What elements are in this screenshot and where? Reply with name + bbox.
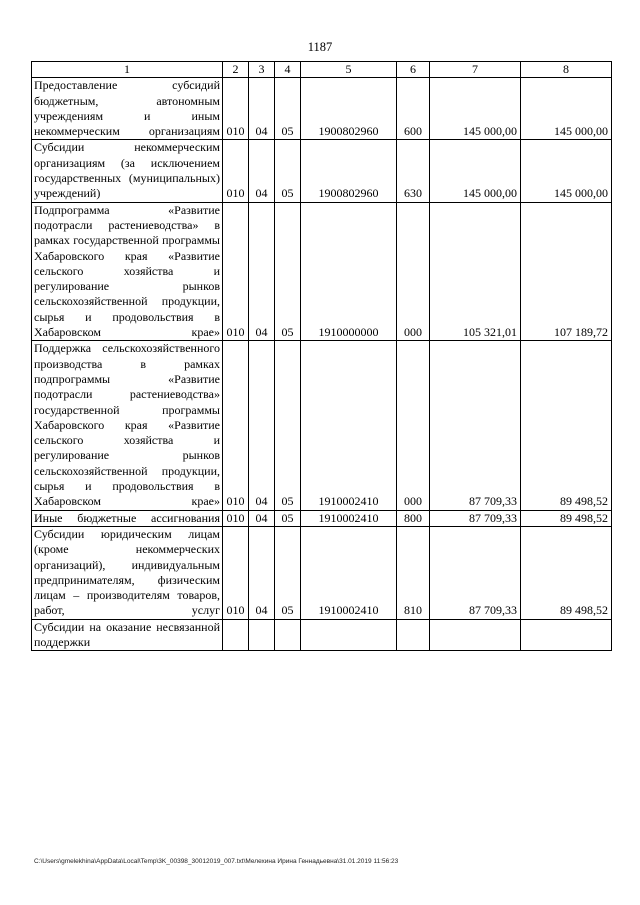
cell-section: 04 [249,510,275,526]
cell-expense-type: 000 [397,341,430,510]
cell-amount-year2: 89 498,52 [521,510,612,526]
cell-section: 04 [249,526,275,619]
cell-subsection: 05 [275,78,301,140]
header-row [32,62,612,78]
column-header: 1 [32,62,223,78]
cell-expense-type: 630 [397,140,430,202]
table-row [32,202,612,341]
cell-ministry-code: 010 [223,140,249,202]
table-row [32,341,612,510]
cell-subsection: 05 [275,526,301,619]
row-name: Поддержка сельскохозяйственного производства в рамках подпрограммы «Развитие подотрасли растениеводства» государственной программы Хабаровского края «Развитие сельского хозяйства и регулирование рынков сельскохозяйственной продукции, сырья и продовольствия в Хабаровском крае» [32,341,223,510]
cell-subsection: 05 [275,341,301,510]
cell-ministry-code: 010 [223,526,249,619]
cell-amount-year1: 87 709,33 [430,510,521,526]
cell-subsection [275,619,301,651]
cell-amount-year2: 145 000,00 [521,78,612,140]
table-row [32,619,612,651]
cell-target-article [301,619,397,651]
cell-expense-type: 810 [397,526,430,619]
cell-section: 04 [249,78,275,140]
table-row [32,510,612,526]
cell-amount-year1: 87 709,33 [430,341,521,510]
cell-ministry-code: 010 [223,202,249,341]
row-name: Субсидии юридическим лицам (кроме некоммерческих организаций), индивидуальным предпринимателям, физическим лицам – производителям товаров, работ, услуг [32,526,223,619]
cell-section [249,619,275,651]
row-name: Предоставление субсидий бюджетным, автономным учреждениям и иным некоммерческим организациям [32,78,223,140]
row-name: Субсидии некоммерческим организациям (за исключением государственных (муниципальных) учреждений) [32,140,223,202]
cell-ministry-code [223,619,249,651]
column-header: 3 [249,62,275,78]
cell-subsection: 05 [275,202,301,341]
column-header: 5 [301,62,397,78]
cell-expense-type: 600 [397,78,430,140]
cell-expense-type: 800 [397,510,430,526]
table-row [32,78,612,140]
cell-section: 04 [249,341,275,510]
cell-ministry-code: 010 [223,78,249,140]
cell-subsection: 05 [275,140,301,202]
cell-amount-year2: 107 189,72 [521,202,612,341]
cell-target-article: 1910002410 [301,510,397,526]
table-row [32,526,612,619]
cell-expense-type [397,619,430,651]
cell-amount-year1: 105 321,01 [430,202,521,341]
cell-ministry-code: 010 [223,510,249,526]
budget-table [31,61,612,651]
cell-amount-year2: 89 498,52 [521,341,612,510]
column-header: 7 [430,62,521,78]
cell-target-article: 1910000000 [301,202,397,341]
cell-ministry-code: 010 [223,341,249,510]
cell-amount-year1: 145 000,00 [430,78,521,140]
page-number: 1187 [307,40,333,54]
cell-target-article: 1910002410 [301,526,397,619]
row-name: Субсидии на оказание несвязанной поддержки [32,619,223,651]
cell-target-article: 1900802960 [301,78,397,140]
cell-amount-year2 [521,619,612,651]
cell-expense-type: 000 [397,202,430,341]
cell-target-article: 1910002410 [301,341,397,510]
row-name: Иные бюджетные ассигнования [32,510,223,526]
cell-target-article: 1900802960 [301,140,397,202]
row-name: Подпрограмма «Развитие подотрасли растениеводства» в рамках государственной программы Хабаровского края «Развитие сельского хозяйства и регулирование рынков сельскохозяйственной продукции, сырья и продовольствия в Хабаровском крае» [32,202,223,341]
cell-amount-year2: 89 498,52 [521,526,612,619]
cell-section: 04 [249,140,275,202]
cell-amount-year1 [430,619,521,651]
cell-subsection: 05 [275,510,301,526]
column-header: 8 [521,62,612,78]
column-header: 2 [223,62,249,78]
column-header: 6 [397,62,430,78]
table-row [32,140,612,202]
cell-amount-year2: 145 000,00 [521,140,612,202]
cell-section: 04 [249,202,275,341]
cell-amount-year1: 87 709,33 [430,526,521,619]
file-path-footer: C:\Users\gmelekhina\AppData\Local\Temp\3K_00398_30012019_007.txt\Мелехина Ирина Геннадьевна\31.01.2019 11:56:23 [34,858,399,865]
cell-amount-year1: 145 000,00 [430,140,521,202]
column-header: 4 [275,62,301,78]
